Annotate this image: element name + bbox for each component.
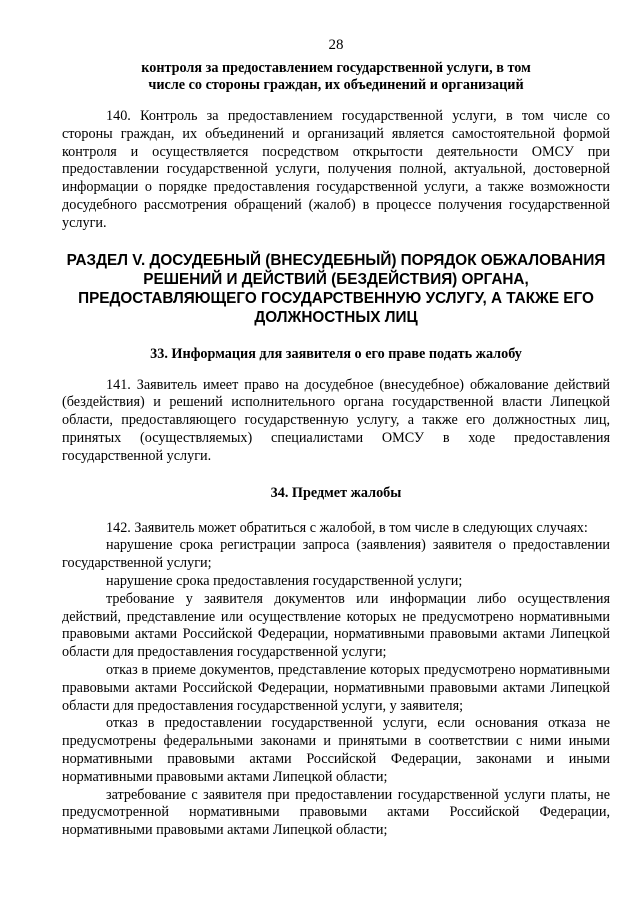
subheading-34: 34. Предмет жалобы xyxy=(270,484,402,501)
case-item: нарушение срока регистрации запроса (заявления) заявителя о предоставлении государственной услуги; xyxy=(62,537,610,572)
case-item: отказ в приеме документов, представление которых предусмотрено нормативными правовыми актами Российской Федерации, нормативными правовыми актами Липецкой области для предоставления государственной услуги, у заявителя; xyxy=(62,661,610,714)
document-page xyxy=(62,36,610,840)
case-item: требование у заявителя документов или информации либо осуществления действий, представление или осуществление которых не предусмотрено нормативными правовыми актами Российской Федерации, нормативными правовыми актами Липецкой области для предоставления государственной услуги; xyxy=(62,590,610,661)
case-item: затребование с заявителя при предоставлении государственной услуги платы, не предусмотренной нормативными правовыми актами Российской Федерации, нормативными правовыми актами Липецкой области; xyxy=(62,786,610,839)
paragraph-141: 141. Заявитель имеет право на досудебное (внесудебное) обжалование действий (бездействия) и решений исполнительного органа государственной власти Липецкой области, предоставляющего государственную услугу, а также его должностных лиц, принятых (осуществляемых) специалистами ОМСУ в ходе предоставления государственной услуги. xyxy=(62,376,610,464)
paragraph-142: 142. Заявитель может обратиться с жалобой, в том числе в следующих случаях: xyxy=(106,519,588,536)
section-5-title-line-4: ДОЛЖНОСТНЫХ ЛИЦ xyxy=(254,308,418,326)
section-5-title xyxy=(62,251,610,327)
section-5-title-line-2: РЕШЕНИЙ И ДЕЙСТВИЙ (БЕЗДЕЙСТВИЯ) ОРГАНА, xyxy=(143,270,529,288)
subheading-33: 33. Информация для заявителя о его праве подать жалобу xyxy=(150,345,522,362)
paragraph-140: 140. Контроль за предоставлением государственной услуги, в том числе со стороны граждан, их объединений и организаций является самостоятельной формой контроля и осуществляется посредством открытости деятельности ОМСУ при предоставлении государственной услуги, получения полной, актуальной, достоверной информации о порядке предоставления государственной услуги, а также возможности досудебного рассмотрения обращений (жалоб) в процессе получения государственной услуги. xyxy=(62,108,610,231)
case-item: отказ в предоставлении государственной услуги, если основания отказа не предусмотрены федеральными законами и принятыми в соответствии с ними иными нормативными правовыми актами Российской Федерации, законами и иными нормативными правовыми актами Липецкой области; xyxy=(62,715,610,785)
section-5-title-line-1: РАЗДЕЛ V. ДОСУДЕБНЫЙ (ВНЕСУДЕБНЫЙ) ПОРЯДОК ОБЖАЛОВАНИЯ xyxy=(66,251,606,269)
page-number: 28 xyxy=(328,37,344,53)
continued-heading xyxy=(62,60,610,94)
continued-heading-line-2: числе со стороны граждан, их объединений и организаций xyxy=(148,77,524,93)
case-item: нарушение срока предоставления государственной услуги; xyxy=(106,572,463,589)
section-5-title-line-3: ПРЕДОСТАВЛЯЮЩЕГО ГОСУДАРСТВЕННУЮ УСЛУГУ, А ТАКЖЕ ЕГО xyxy=(78,289,594,307)
continued-heading-line-1: контроля за предоставлением государственной услуги, в том xyxy=(141,60,531,76)
